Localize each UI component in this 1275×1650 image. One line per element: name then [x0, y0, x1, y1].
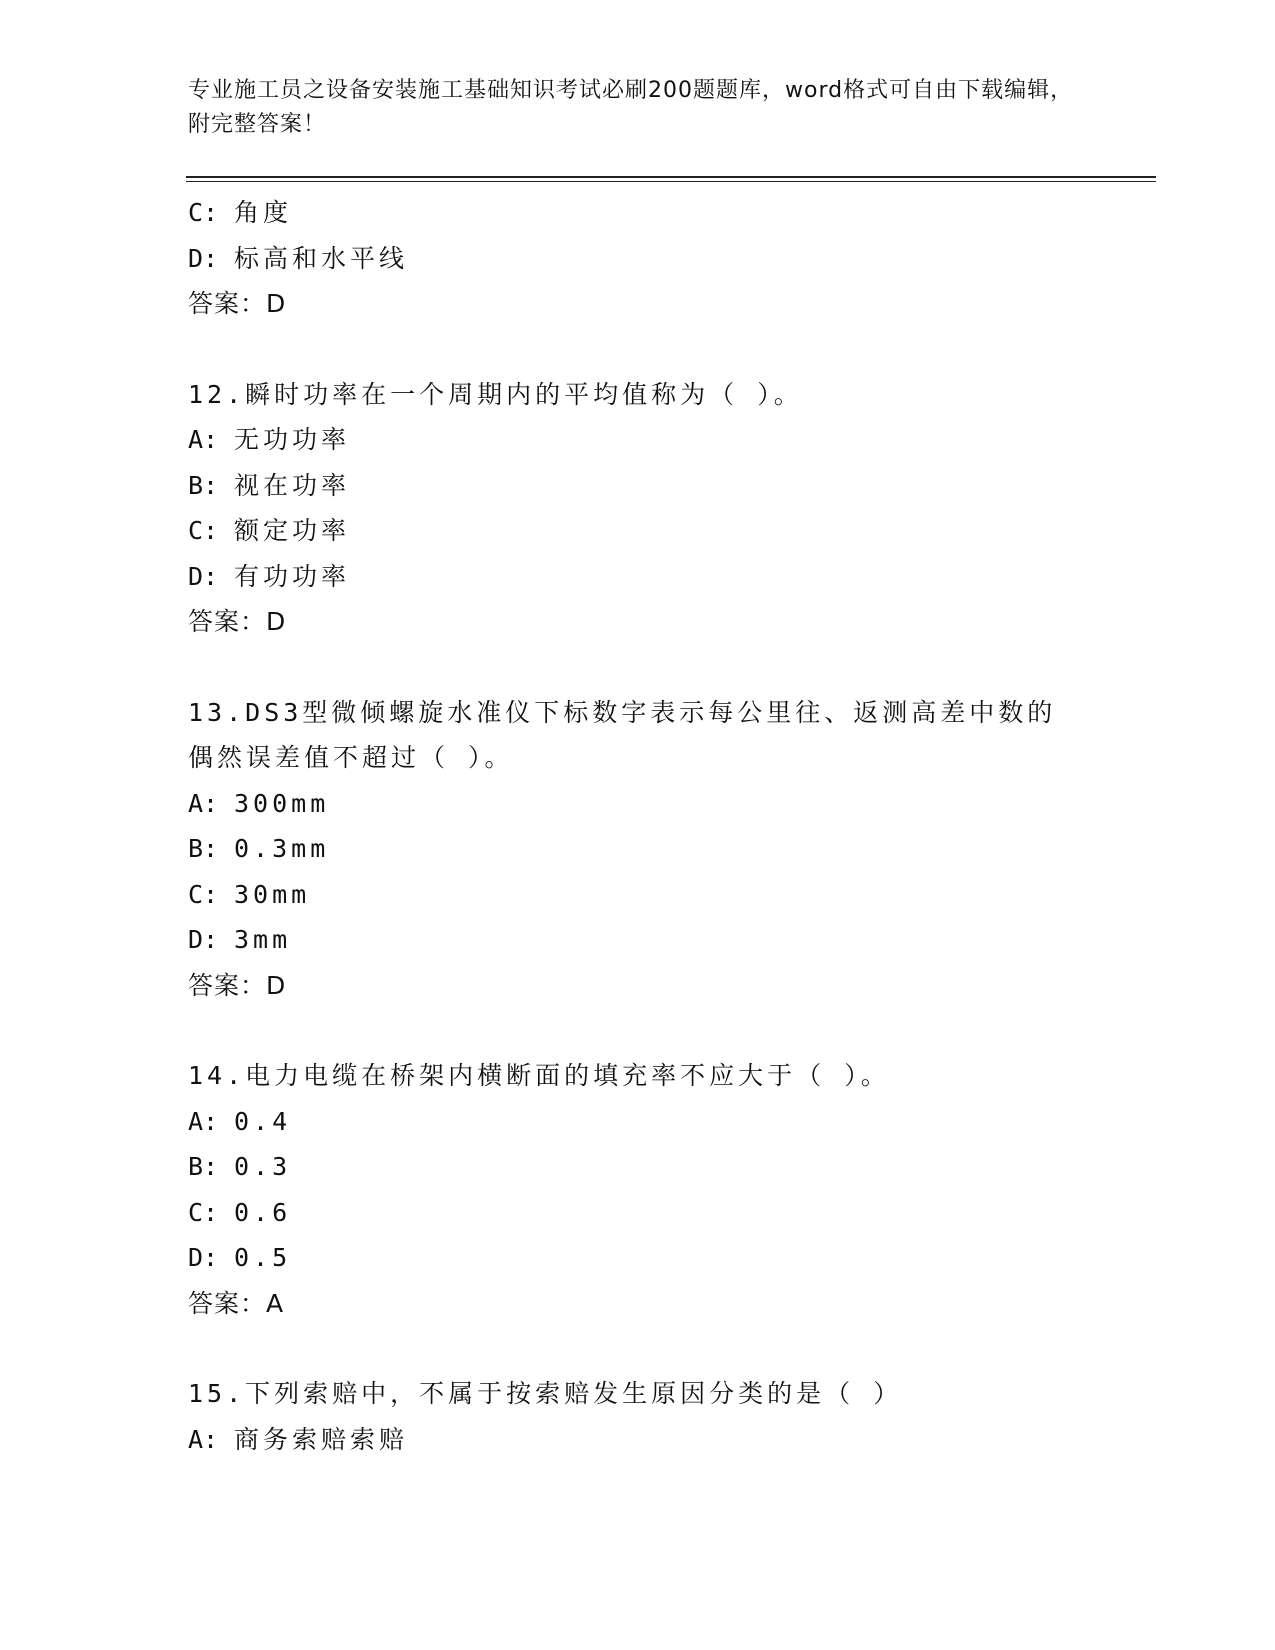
header-rule-thick	[186, 176, 1156, 178]
document-body	[188, 190, 1088, 1462]
option-key: D:	[188, 1243, 219, 1272]
option-text: 额定功率	[234, 516, 351, 545]
option-text: 0.3	[234, 1152, 292, 1181]
question-text: 13.DS3型微倾螺旋水准仪下标数字表示每公里往、返测高差中数的偶然误差值不超过（ ）。	[188, 697, 1057, 772]
option-key: C:	[188, 516, 219, 545]
option-text: 0.5	[234, 1243, 292, 1272]
option-key: B:	[188, 470, 219, 500]
option-text: 标高和水平线	[234, 243, 409, 273]
spacer	[188, 1326, 1088, 1371]
question-block-11	[188, 190, 1088, 327]
question-block-12	[188, 372, 1088, 645]
option-c	[188, 872, 1088, 918]
option-text: 3mm	[234, 925, 292, 954]
question-block-15	[188, 1371, 1088, 1462]
answer-line: 答案：D	[188, 970, 287, 1000]
option-text: 300mm	[234, 788, 330, 818]
option-text: 角度	[234, 198, 293, 227]
option-key: B:	[188, 1152, 219, 1181]
answer-line: 答案：D	[188, 607, 287, 636]
page-header: 专业施工员之设备安装施工基础知识考试必刷200题题库，word格式可自由下载编辑，附完整答案！	[188, 78, 1074, 137]
answer-line: 答案：A	[188, 1288, 285, 1318]
option-b	[188, 1144, 1088, 1190]
spacer	[188, 1008, 1088, 1053]
option-a	[188, 781, 1088, 827]
option-text: 30mm	[234, 879, 311, 909]
option-text: 0.6	[234, 1197, 292, 1227]
option-b	[188, 826, 1088, 872]
header-rule-thin	[186, 181, 1156, 182]
option-key: D:	[188, 243, 219, 273]
option-key: B:	[188, 834, 219, 863]
question-text: 14.电力电缆在桥架内横断面的填充率不应大于（ ）。	[188, 1061, 890, 1090]
option-c	[188, 1190, 1088, 1236]
option-key: A:	[188, 1424, 219, 1454]
option-text: 视在功率	[234, 470, 351, 500]
option-c	[188, 190, 1088, 236]
option-key: D:	[188, 561, 219, 591]
spacer	[188, 327, 1088, 372]
option-d	[188, 917, 1088, 963]
option-a	[188, 1099, 1088, 1145]
question-text: 15.下列索赔中，不属于按索赔发生原因分类的是（ ）	[188, 1379, 903, 1408]
option-key: D:	[188, 925, 219, 954]
option-text: 0.3mm	[234, 834, 330, 863]
question-block-13	[188, 690, 1088, 1009]
option-text: 商务索赔索赔	[234, 1424, 409, 1454]
option-key: A:	[188, 1106, 219, 1136]
option-d	[188, 1235, 1088, 1281]
option-b	[188, 463, 1088, 509]
option-key: A:	[188, 788, 219, 818]
option-a	[188, 1417, 1088, 1463]
option-c	[188, 508, 1088, 554]
option-key: C:	[188, 1197, 219, 1227]
option-a	[188, 417, 1088, 463]
question-block-14	[188, 1053, 1088, 1326]
answer-line: 答案：D	[188, 289, 287, 318]
spacer	[188, 645, 1088, 690]
option-text: 0.4	[234, 1106, 292, 1136]
option-d	[188, 236, 1088, 282]
option-text: 无功功率	[234, 425, 351, 454]
option-key: C:	[188, 198, 219, 227]
option-key: A:	[188, 425, 219, 454]
option-d	[188, 554, 1088, 600]
option-key: C:	[188, 879, 219, 909]
option-text: 有功功率	[234, 561, 351, 591]
question-text: 12.瞬时功率在一个周期内的平均值称为（ ）。	[188, 379, 803, 409]
